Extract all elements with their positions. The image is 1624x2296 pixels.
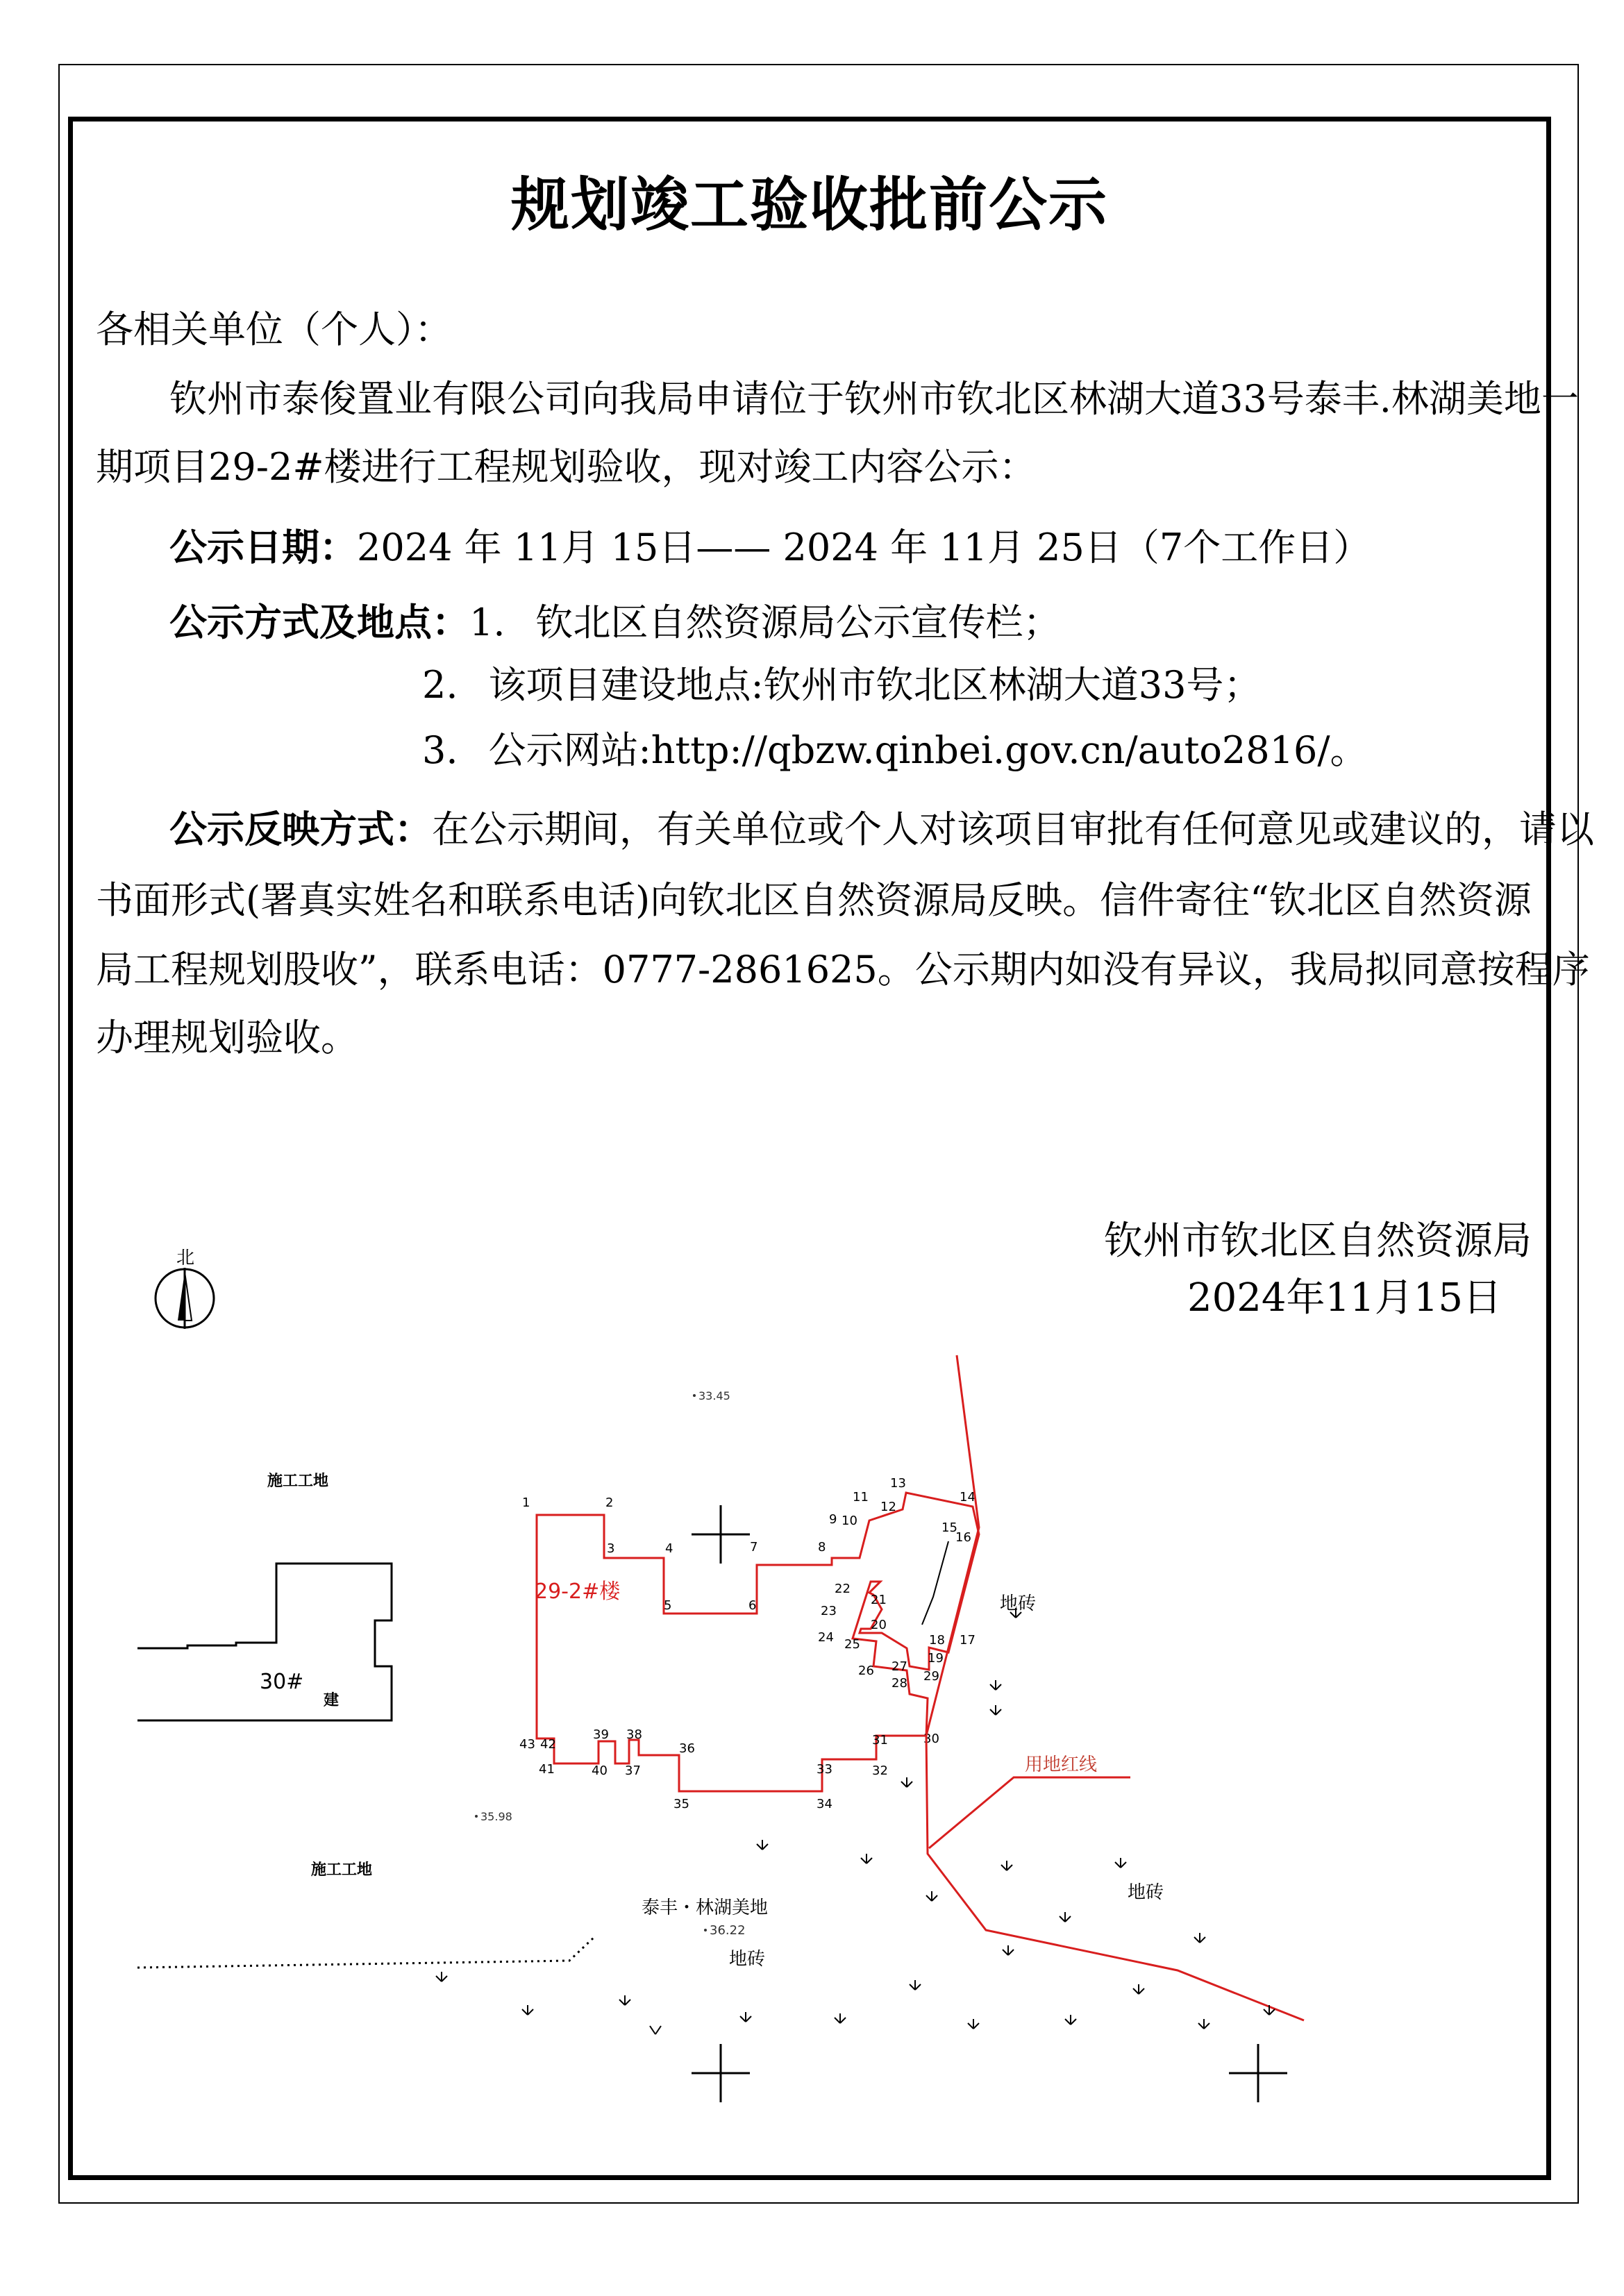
svg-text:17: 17 xyxy=(960,1633,976,1648)
svg-text:8: 8 xyxy=(818,1540,826,1555)
land-use-red-line xyxy=(926,1355,1304,2020)
method-label: 公示方式及地点： xyxy=(169,601,469,644)
svg-text:13: 13 xyxy=(890,1476,906,1491)
neighbor-building-30 xyxy=(137,1564,392,1720)
feedback-line-3: 局工程规划股收”，联系电话：0777-2861625。公示期内如没有异议，我局拟同意按程序 xyxy=(96,948,1590,991)
period-value: 2024 年 11月 15日—— 2024 年 11月 25日（7个工作日） xyxy=(357,526,1371,569)
svg-text:20: 20 xyxy=(871,1618,887,1632)
paving-label-3: 地砖 xyxy=(729,1949,766,1970)
svg-text:12: 12 xyxy=(880,1500,896,1514)
feedback-line-1: 在公示期间，有关单位或个人对该项目审批有任何意见或建议的，请以 xyxy=(432,807,1594,851)
balcony-line xyxy=(922,1541,948,1625)
feedback-line-2: 书面形式(署真实姓名和联系电话)向钦北区自然资源局反映。信件寄往“钦北区自然资源 xyxy=(96,878,1532,922)
svg-text:23: 23 xyxy=(821,1604,837,1618)
construction-site-label-2: 施工工地 xyxy=(311,1861,373,1879)
svg-text:24: 24 xyxy=(818,1630,834,1645)
issuer: 钦州市钦北区自然资源局 xyxy=(1104,1218,1532,1264)
method-3-text: 公示网站:http://qbzw.qinbei.gov.cn/auto2816/。 xyxy=(488,728,1368,772)
paving-label-2: 地砖 xyxy=(1128,1882,1164,1903)
feedback-line-4: 办理规划验收。 xyxy=(96,1016,358,1059)
vertex-labels xyxy=(519,1476,976,1811)
method-3-num: 3. xyxy=(422,728,458,772)
red-line-leader xyxy=(929,1777,1130,1848)
paving-label-1: 地砖 xyxy=(1000,1593,1037,1614)
svg-text:19: 19 xyxy=(928,1651,944,1666)
svg-text:36.22: 36.22 xyxy=(710,1923,746,1938)
neighbor-building-label: 30# xyxy=(260,1670,304,1694)
elevations xyxy=(475,1389,746,1938)
feedback-label: 公示反映方式： xyxy=(169,807,432,851)
project-name: 泰丰・林湖美地 xyxy=(642,1897,769,1918)
method-2-num: 2. xyxy=(422,663,458,707)
svg-text:1: 1 xyxy=(522,1495,530,1510)
north-label: 北 xyxy=(176,1248,195,1268)
svg-text:34: 34 xyxy=(817,1797,832,1811)
svg-text:41: 41 xyxy=(539,1762,555,1777)
intro-line-2: 期项目29-2#楼进行工程规划验收，现对竣工内容公示： xyxy=(96,445,1037,489)
svg-text:16: 16 xyxy=(955,1530,971,1545)
svg-text:26: 26 xyxy=(858,1664,874,1678)
building-outline xyxy=(537,1493,979,1791)
neighbor-building-suffix: 建 xyxy=(324,1692,340,1709)
grid-crosses xyxy=(692,1505,1287,2102)
north-arrow xyxy=(156,1248,214,1329)
intro-line-1: 钦州市泰俊置业有限公司向我局申请位于钦州市钦北区林湖大道33号泰丰.林湖美地一 xyxy=(169,377,1579,421)
svg-text:14: 14 xyxy=(960,1490,976,1505)
svg-text:36: 36 xyxy=(679,1741,695,1756)
svg-text:42: 42 xyxy=(540,1737,556,1752)
svg-text:7: 7 xyxy=(750,1540,758,1555)
svg-text:9: 9 xyxy=(829,1512,837,1527)
svg-text:35: 35 xyxy=(673,1797,689,1811)
svg-text:39: 39 xyxy=(593,1727,609,1742)
svg-text:4: 4 xyxy=(665,1541,673,1556)
period-label: 公示日期： xyxy=(169,526,357,569)
dotted-boundary xyxy=(137,1937,594,1968)
svg-text:33.45: 33.45 xyxy=(698,1389,730,1402)
method-1-text: 钦北区自然资源局公示宣传栏； xyxy=(535,601,1061,644)
svg-text:5: 5 xyxy=(664,1598,672,1613)
svg-text:29: 29 xyxy=(923,1669,939,1684)
svg-text:22: 22 xyxy=(835,1582,851,1596)
svg-text:10: 10 xyxy=(842,1514,857,1528)
svg-text:11: 11 xyxy=(853,1490,869,1505)
page-title: 规划竣工验收批前公示 xyxy=(510,171,1108,239)
svg-text:31: 31 xyxy=(872,1733,888,1748)
construction-site-label-1: 施工工地 xyxy=(267,1473,329,1490)
svg-text:43: 43 xyxy=(519,1737,535,1752)
svg-text:18: 18 xyxy=(929,1633,945,1648)
svg-text:25: 25 xyxy=(844,1637,860,1652)
svg-text:32: 32 xyxy=(872,1763,888,1778)
svg-text:30: 30 xyxy=(923,1732,939,1746)
salutation: 各相关单位（个人）： xyxy=(96,308,452,351)
svg-text:35.98: 35.98 xyxy=(480,1810,512,1823)
method-2-text: 该项目建设地点:钦州市钦北区林湖大道33号； xyxy=(488,663,1262,707)
red-line-label: 用地红线 xyxy=(1025,1754,1098,1775)
svg-text:3: 3 xyxy=(607,1541,615,1556)
method-1-num: 1. xyxy=(469,601,505,644)
grass-symbols xyxy=(436,1608,1275,2034)
svg-text:27: 27 xyxy=(891,1659,907,1674)
svg-text:6: 6 xyxy=(748,1598,757,1613)
svg-text:33: 33 xyxy=(817,1762,832,1777)
svg-text:2: 2 xyxy=(605,1495,614,1510)
svg-text:38: 38 xyxy=(626,1727,642,1742)
issue-date: 2024年11月15日 xyxy=(1187,1275,1502,1321)
svg-text:28: 28 xyxy=(891,1676,907,1691)
svg-text:15: 15 xyxy=(941,1520,957,1535)
svg-text:37: 37 xyxy=(625,1763,641,1778)
svg-text:21: 21 xyxy=(871,1593,887,1607)
building-label: 29-2#楼 xyxy=(535,1579,621,1604)
svg-text:40: 40 xyxy=(592,1763,608,1778)
